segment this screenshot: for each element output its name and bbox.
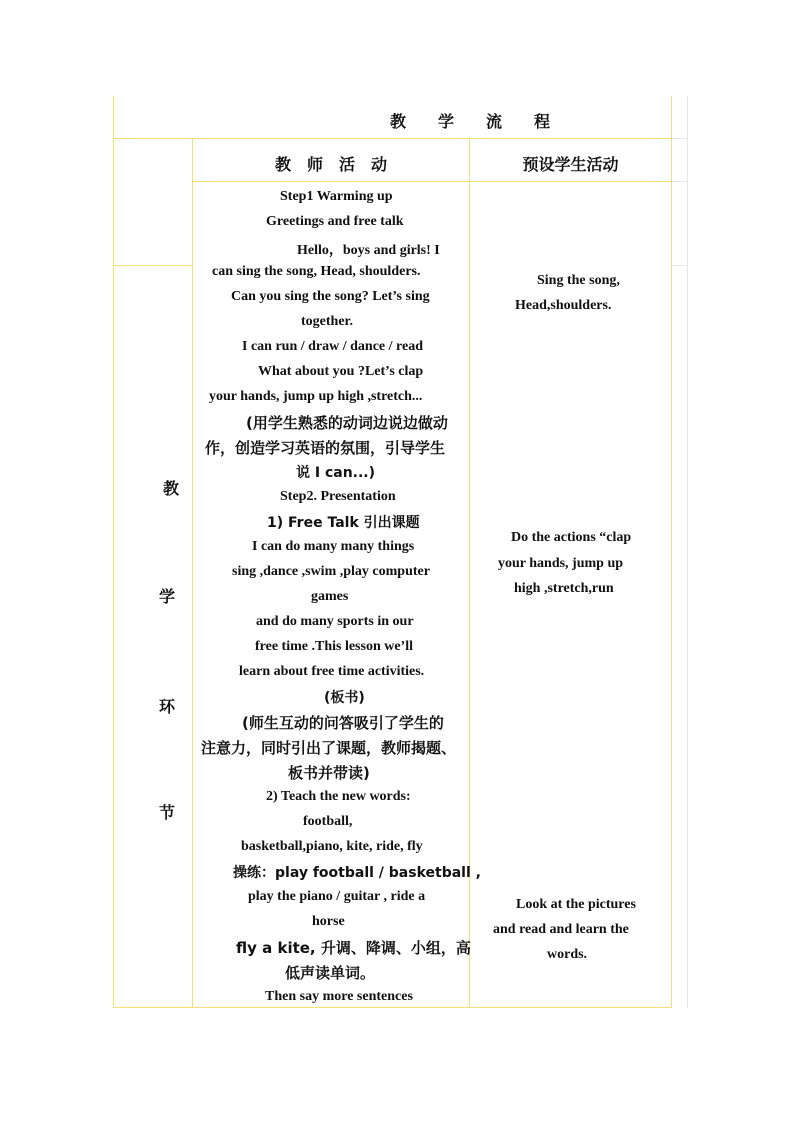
teacher-line: 2) Teach the new words:	[266, 789, 411, 804]
student-line: and read and learn the	[493, 922, 629, 937]
teacher-line: together.	[301, 314, 353, 329]
teacher-line: 注意力，同时引出了课题，教师揭题、	[201, 739, 457, 757]
teacher-line: Can you sing the song? Let’s sing	[231, 289, 430, 304]
teacher-line: 低声读单词。	[285, 964, 376, 982]
teacher-line: Then say more sentences	[265, 989, 413, 1004]
teacher-line: sing ,dance ,swim ,play computer	[232, 564, 430, 579]
table-title: 教 学 流 程	[390, 112, 551, 131]
teacher-line: (板书)	[324, 690, 365, 706]
teacher-line: Hello，boys and girls! I	[297, 243, 440, 258]
outer-stub	[672, 181, 688, 182]
teacher-line: 1) Free Talk 引出课题	[267, 515, 420, 531]
teacher-line: Step2. Presentation	[280, 489, 396, 504]
section-split-border	[113, 265, 193, 266]
teacher-line: learn about free time activities.	[239, 664, 425, 679]
teacher-line: play the piano / guitar , ride a	[248, 889, 426, 904]
teacher-line: What about you ?Let’s clap	[258, 364, 424, 379]
teacher-line: free time .This lesson we’ll	[255, 639, 413, 654]
section-label-char: 环	[159, 697, 176, 716]
table-bottom-border	[113, 1007, 672, 1008]
section-label-char: 教	[163, 479, 180, 498]
teacher-activity-header: 教 师 活 动	[274, 155, 387, 174]
table-left-border	[113, 96, 114, 1008]
student-line: words.	[547, 947, 588, 962]
teacher-line: 作，创造学习英语的氛围，引导学生	[205, 439, 446, 457]
teacher-line: games	[311, 589, 349, 604]
teacher-line: horse	[312, 914, 345, 929]
student-line: Sing the song,	[537, 273, 620, 288]
student-line: high ,stretch,run	[514, 581, 614, 596]
student-line: Look at the pictures	[516, 897, 636, 912]
teacher-line: (师生互动的问答吸引了学生的	[242, 714, 444, 732]
section-label-char: 节	[159, 803, 176, 822]
teacher-line: Step1 Warming up	[280, 189, 393, 204]
outer-stub	[672, 265, 688, 266]
student-line: Do the actions “clap	[511, 530, 632, 545]
teacher-line: (用学生熟悉的动词边说边做动	[246, 414, 448, 432]
title-row-bottom-border	[113, 138, 672, 139]
teacher-line: and do many sports in our	[256, 614, 414, 629]
teacher-line: Greetings and free talk	[266, 214, 404, 229]
teacher-line: 操练：play football / basketball ,	[233, 865, 481, 881]
teacher-line: fly a kite, 升调、降调、小组，高	[236, 939, 471, 957]
teacher-line: 板书并带读)	[288, 764, 370, 782]
student-line: Head,shoulders.	[515, 298, 612, 313]
header-row-bottom-border	[193, 181, 672, 182]
outer-stub	[672, 138, 688, 139]
student-line: your hands, jump up	[498, 556, 624, 571]
section-column-border	[192, 138, 193, 1008]
teacher-line: 说 I can...)	[296, 465, 376, 481]
section-label-char: 学	[159, 587, 176, 606]
outer-stub	[687, 96, 688, 1008]
teacher-line: basketball,piano, kite, ride, fly	[241, 839, 423, 854]
teacher-line: can sing the song, Head, shoulders.	[212, 264, 421, 279]
teacher-line: your hands, jump up high ,stretch...	[209, 389, 423, 404]
teacher-line: I can run / draw / dance / read	[242, 339, 423, 354]
table-right-border	[671, 96, 672, 1008]
student-activity-header: 预设学生活动	[522, 155, 619, 174]
teacher-line: I can do many many things	[252, 539, 415, 554]
teacher-line: football,	[303, 814, 353, 829]
